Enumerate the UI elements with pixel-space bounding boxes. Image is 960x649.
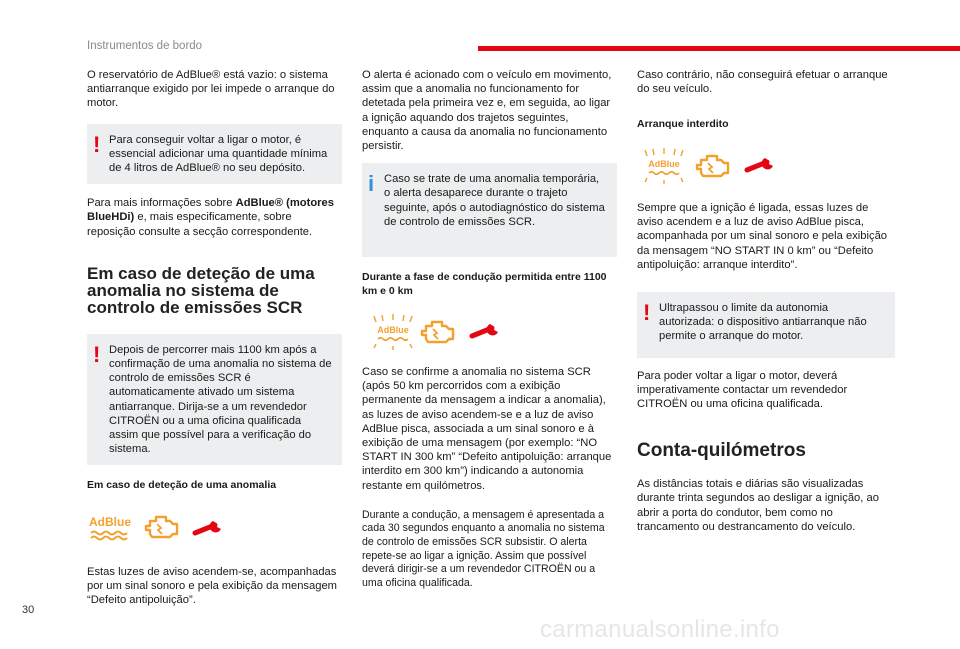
subheading: Durante a fase de condução permitida entre 1100 km e 0 km xyxy=(362,271,607,297)
engine-warning-icon xyxy=(418,316,458,352)
paragraph: Sempre que a ignição é ligada, essas luzes de aviso acendem e a luz de aviso AdBlue pisca, acompanhada por um sinal sonoro e pela exibição da mensagem “NO START IN 0 km” ou “Defeito antipoluição: arranque interdito”. xyxy=(637,201,888,271)
service-wrench-icon xyxy=(191,517,225,543)
subheading: Arranque interdito xyxy=(637,118,729,131)
service-wrench-icon xyxy=(468,320,502,346)
info-text: Caso se trate de uma anomalia temporária, o alerta desaparece durante o trajeto seguinte, após o autodiagnóstico do sistema de controlo de emissões SCR. xyxy=(384,173,605,228)
section-heading: Em caso de deteção de uma anomalia no sistema de controlo de emissões SCR xyxy=(87,263,315,317)
warning-text: Depois de percorrer mais 1100 km após a confirmação de uma anomalia no sistema de controlo de emissões SCR é automaticamente ativado um sistema antiarranque. Dirija-se a um revendedor CITROËN ou a uma oficina qualificada assim que possível para a verificação do sistema. xyxy=(109,343,332,456)
column-2 xyxy=(362,68,617,590)
engine-warning-icon xyxy=(142,511,182,547)
adblue-flashing-icon xyxy=(639,148,689,188)
warning-exclamation-icon: ! xyxy=(643,299,651,325)
section-title: Instrumentos de bordo xyxy=(87,40,203,52)
warning-lights-row xyxy=(637,146,895,190)
warning-box xyxy=(87,334,342,466)
warning-box xyxy=(87,124,342,185)
subheading: Em caso de deteção de uma anomalia xyxy=(87,479,277,492)
paragraph: As distâncias totais e diárias são visualizadas durante trinta segundos ao desligar a ignição, ao abrir a porta do condutor, bem como no trancamento ou destrancamento do veículo. xyxy=(637,478,879,533)
paragraph: Durante a condução, a mensagem é apresentada a cada 30 segundos enquanto a anomalia no sistema de controlo de emissões SCR subsistir. O alerta repete-se ao ligar a ignição. Assim que possível deverá dirigir-se a um revendedor CITROËN ou a uma oficina qualificada. xyxy=(362,508,605,589)
adblue-label: AdBlue xyxy=(377,325,409,336)
warning-text: Para conseguir voltar a ligar o motor, é essencial adicionar uma quantidade mínima de 4 litros de AdBlue® no seu depósito. xyxy=(109,133,328,175)
adblue-label: AdBlue xyxy=(89,514,131,529)
column-1 xyxy=(87,68,342,608)
warning-lights-row xyxy=(87,509,342,553)
header-accent-bar xyxy=(478,46,960,51)
section-heading: Conta-quilómetros xyxy=(637,440,806,462)
warning-exclamation-icon: ! xyxy=(93,131,101,157)
paragraph: Caso contrário, não conseguirá efetuar o arranque do seu veículo. xyxy=(637,69,888,96)
text-run-bold: AdBlue® (motores BlueHDi) xyxy=(87,197,334,224)
paragraph xyxy=(87,196,342,239)
info-box xyxy=(362,163,617,257)
warning-exclamation-icon: ! xyxy=(93,341,101,367)
text-run: Para mais informações sobre xyxy=(87,197,236,210)
column-3 xyxy=(637,68,895,534)
paragraph: O reservatório de AdBlue® está vazio: o sistema antiarranque exigido por lei impede o arranque do motor. xyxy=(87,69,335,110)
info-icon: i xyxy=(368,171,375,197)
paragraph: Estas luzes de aviso acendem-se, acompanhadas por um sinal sonoro e pela exibição da mensagem “Defeito antipoluição”. xyxy=(87,565,337,607)
paragraph: Para poder voltar a ligar o motor, deverá imperativamente contactar um revendedor CITROËN ou uma oficina qualificada. xyxy=(637,369,848,410)
adblue-label: AdBlue xyxy=(648,158,680,169)
adblue-warning-icon xyxy=(87,513,133,547)
warning-text: Ultrapassou o limite da autonomia autorizada: o dispositivo antiarranque não permite o arranque do motor. xyxy=(659,301,867,343)
paragraph: O alerta é acionado com o veículo em movimento, assim que a anomalia no funcionamento for detetada pela primeira vez e, em seguida, ao ligar a ignição aquando dos trajetos seguintes, enquanto a causa da anomalia no funcionamento persistir. xyxy=(362,69,612,153)
text-run: e, mais especificamente, sobre reposição consulte a secção correspondente. xyxy=(87,211,313,238)
page-number: 30 xyxy=(22,604,35,616)
warning-box xyxy=(637,292,895,358)
service-wrench-icon xyxy=(743,154,777,180)
adblue-flashing-icon xyxy=(368,314,418,354)
paragraph: Caso se confirme a anomalia no sistema SCR (após 50 km percorridos com a exibição permanente da mensagem a indicar a anomalia), as luzes de aviso acendem-se e a luz de aviso AdBlue pisca, associada a um sinal sonoro e à exibição de uma mensagem (por exemplo: “NO START IN 300 km” “Defeito antipoluição: arranque interdito em 300 km”) indicando a autonomia restante em quilómetros. xyxy=(362,366,612,492)
warning-lights-row xyxy=(362,312,617,356)
engine-warning-icon xyxy=(693,150,733,186)
watermark: carmanualsonline.info xyxy=(540,616,780,643)
